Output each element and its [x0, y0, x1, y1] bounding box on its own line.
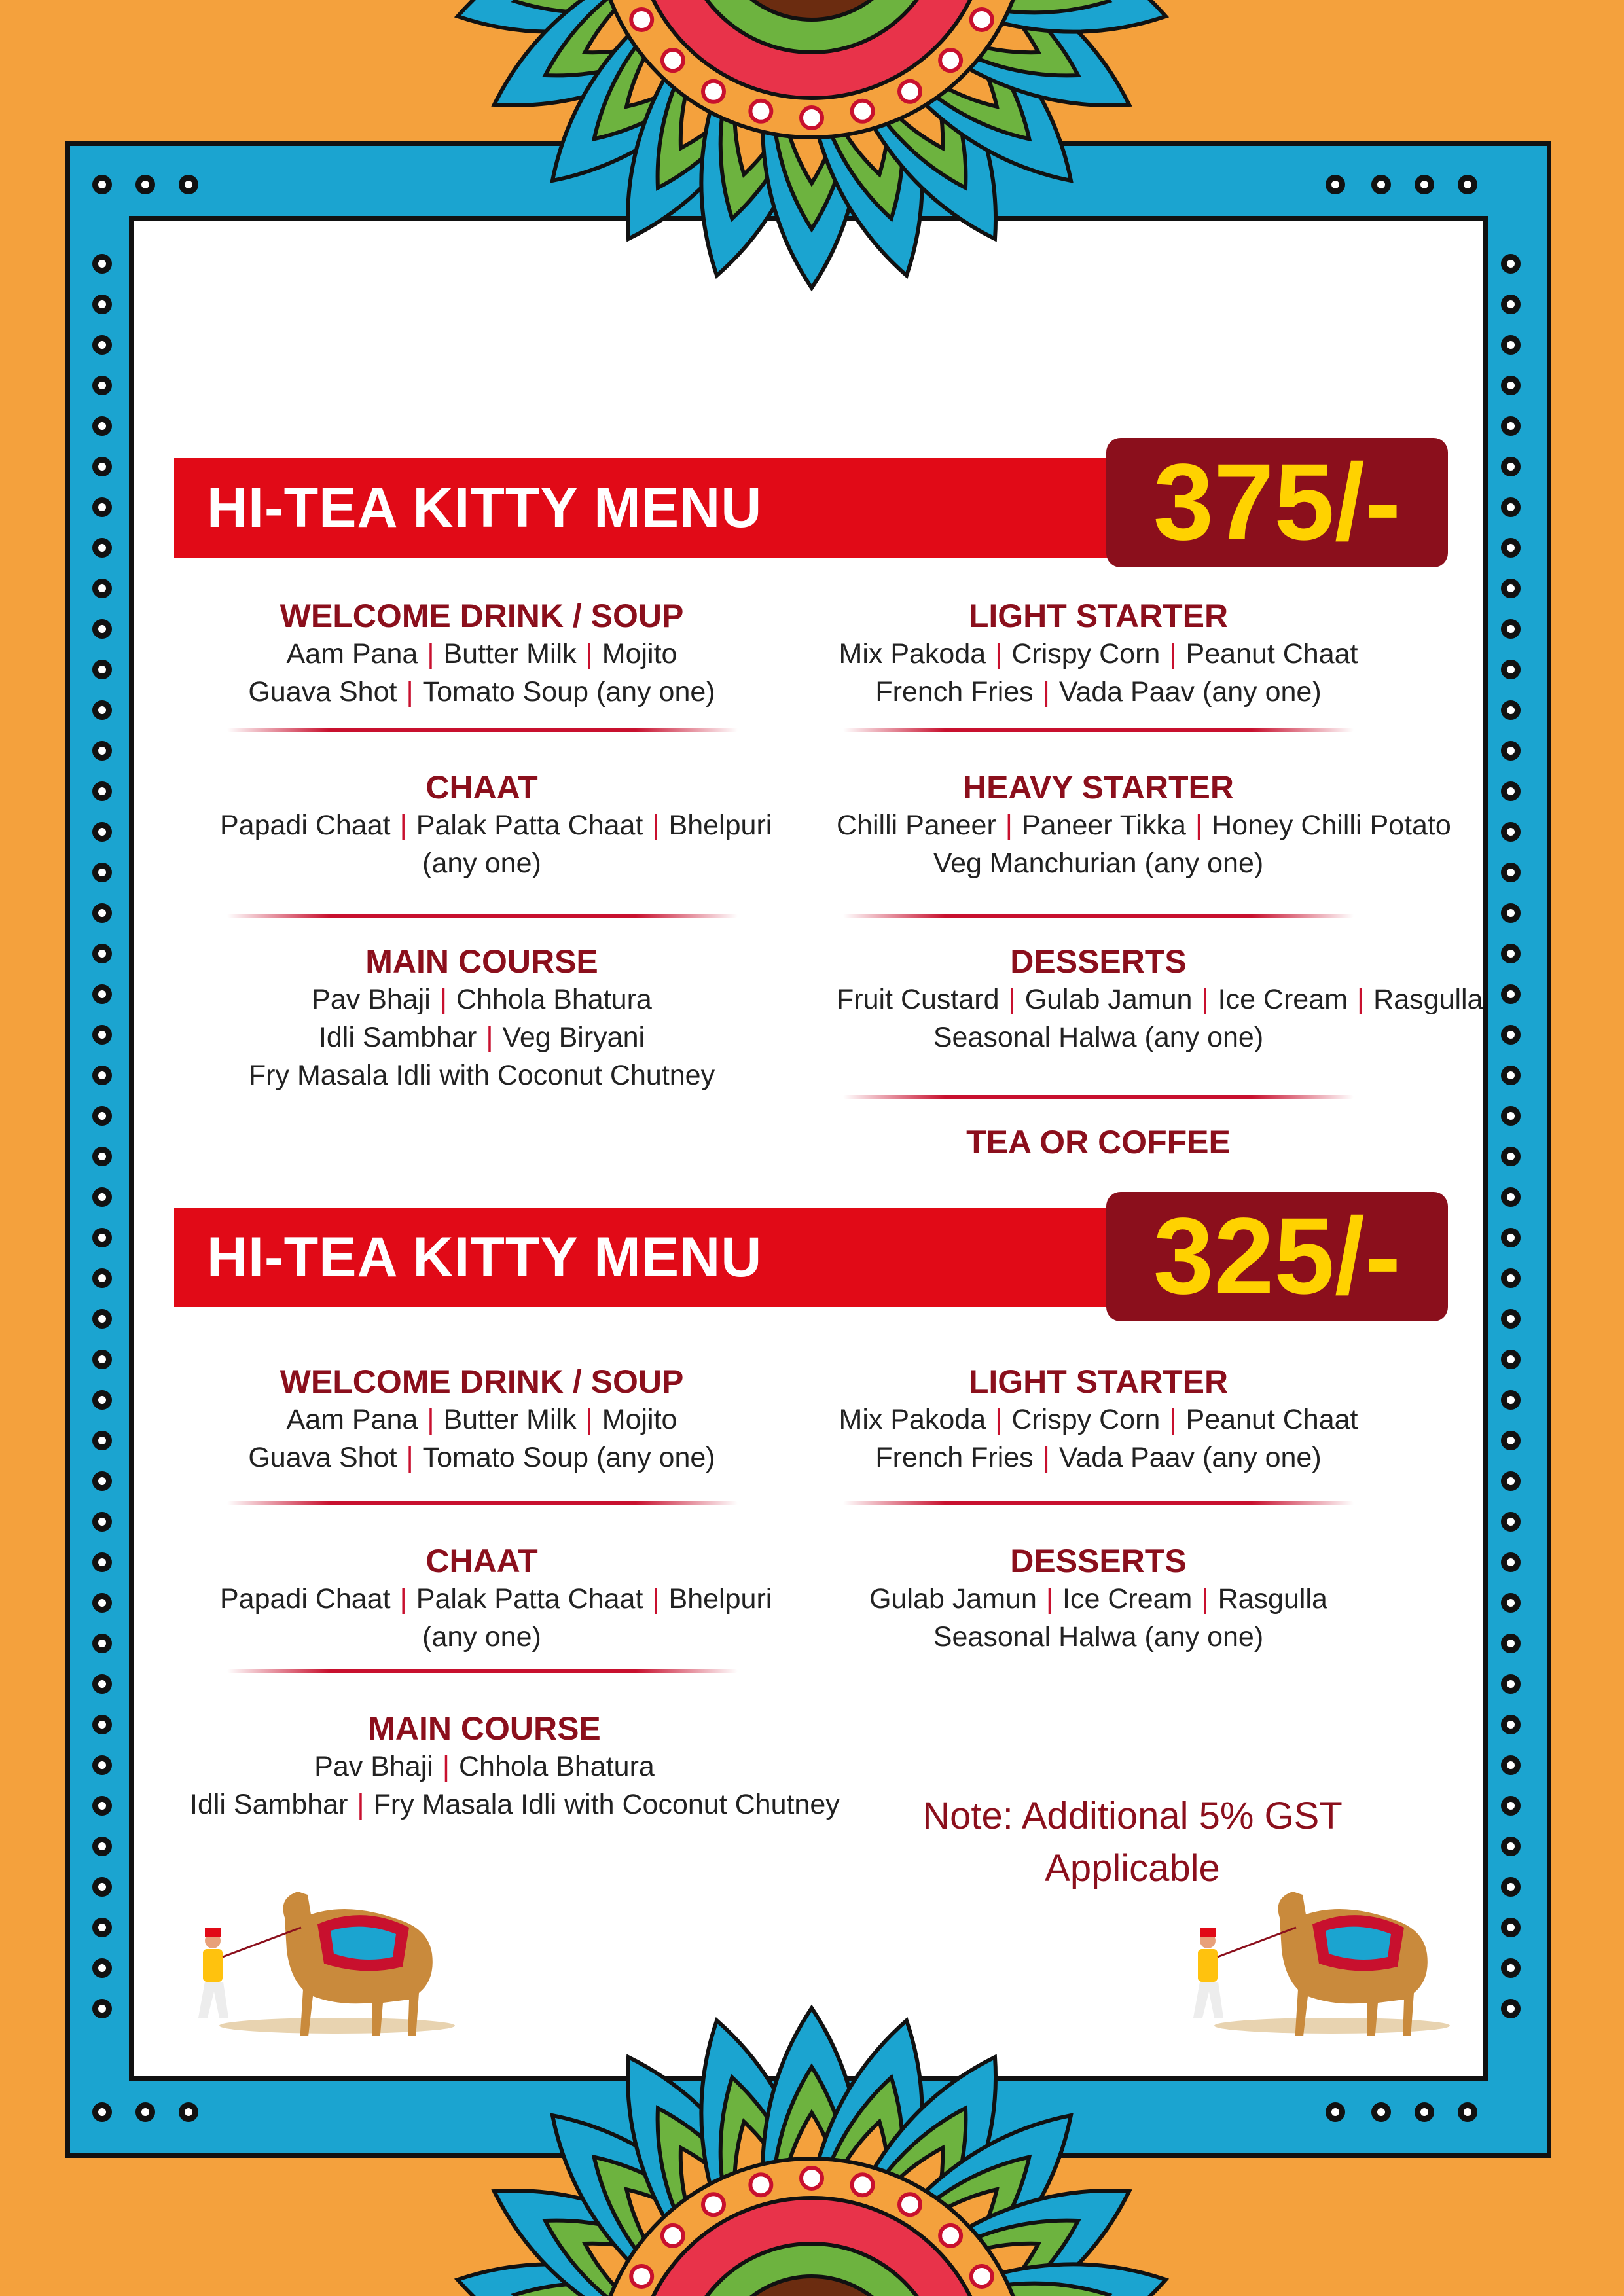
divider: [227, 1501, 738, 1505]
menu-item-line: [220, 635, 744, 673]
frame-dot: [92, 822, 112, 842]
menu-item: Gulab Jamun: [1024, 984, 1193, 1015]
menu-item-line: [837, 1439, 1360, 1477]
frame-dot: [1501, 781, 1521, 801]
separator: |: [1195, 810, 1203, 841]
frame-dot: [92, 1390, 112, 1410]
frame-dot: [92, 1066, 112, 1085]
menu-item: Tomato Soup (any one): [422, 1442, 715, 1473]
menu1-title: HI-TEA KITTY MENU: [207, 476, 763, 539]
menu-item: Ice Cream: [1218, 984, 1348, 1015]
gst-note: Note: Additional 5% GST Applicable: [922, 1795, 1343, 1890]
menu-item: Tomato Soup (any one): [422, 676, 715, 708]
divider: [843, 728, 1354, 732]
frame-dot: [1501, 1634, 1521, 1653]
frame-dot: [92, 1350, 112, 1369]
separator: |: [1045, 1583, 1054, 1615]
frame-dot: [1501, 1147, 1521, 1166]
section-heading: TEA OR COFFEE: [966, 1124, 1231, 1160]
menu-item: (any one): [422, 848, 541, 879]
frame-dot: [92, 1106, 112, 1126]
menu2-section: [837, 1363, 1360, 1477]
separator: |: [1005, 810, 1013, 841]
frame-dot: [92, 1552, 112, 1572]
menu-item-line: [190, 1785, 840, 1823]
frame-dot: [1501, 741, 1521, 761]
frame-dot: [1501, 1066, 1521, 1085]
frame-dot: [1501, 457, 1521, 476]
separator: |: [1008, 984, 1016, 1015]
menu-item-line: [190, 1748, 779, 1785]
frame-dot: [92, 579, 112, 598]
menu-item-line: [220, 1439, 744, 1477]
menu1-section: [220, 768, 772, 882]
frame-dot: [92, 1309, 112, 1329]
menu-item: Aam Pana: [286, 1404, 418, 1435]
menu-item-line: [220, 1580, 772, 1618]
frame-dot: [92, 1634, 112, 1653]
menu2-section: [220, 1542, 772, 1656]
frame-dot: [92, 1715, 112, 1734]
menu-item: Pav Bhaji: [312, 984, 431, 1015]
menu-item-line: [220, 1056, 744, 1094]
menu-item: Paneer Tikka: [1021, 810, 1186, 841]
frame-dot: [1501, 1674, 1521, 1694]
separator: |: [652, 1583, 660, 1615]
frame-dot: [1501, 538, 1521, 558]
section-heading: WELCOME DRINK / SOUP: [280, 1363, 684, 1400]
menu1-section: [220, 597, 744, 711]
menu-item: Mojito: [602, 638, 677, 670]
menu1-section: [837, 768, 1451, 882]
frame-dot: [1501, 619, 1521, 639]
frame-dot: [92, 1025, 112, 1045]
menu2-section: [837, 1542, 1360, 1656]
menu-item-line: [837, 1018, 1360, 1056]
menu-item: Guava Shot: [248, 676, 397, 708]
menu-item: Gulab Jamun: [869, 1583, 1037, 1615]
menu-item-line: [220, 980, 744, 1018]
menu2-price: 325/-: [1106, 1192, 1448, 1321]
separator: |: [585, 1404, 593, 1435]
separator: |: [1201, 1583, 1209, 1615]
frame-dot: [1501, 1187, 1521, 1207]
frame-dot: [92, 944, 112, 963]
separator: |: [995, 638, 1003, 670]
menu-item: Butter Milk: [443, 638, 577, 670]
frame-dot: [92, 1674, 112, 1694]
section-heading: DESSERTS: [1010, 943, 1187, 980]
separator: |: [439, 984, 447, 1015]
frame-dot: [1501, 1512, 1521, 1532]
menu-item-line: [220, 1618, 744, 1656]
menu2-section: [190, 1710, 840, 1823]
divider: [843, 1501, 1354, 1505]
frame-dot: [92, 497, 112, 517]
menu-item: Mojito: [602, 1404, 677, 1435]
menu-item: Papadi Chaat: [220, 810, 391, 841]
divider: [843, 1095, 1354, 1099]
frame-dot: [1501, 944, 1521, 963]
menu-item: Seasonal Halwa (any one): [933, 1022, 1264, 1053]
separator: |: [427, 1404, 435, 1435]
menu-item: Butter Milk: [443, 1404, 577, 1435]
menu-item: Idli Sambhar: [190, 1789, 348, 1820]
separator: |: [442, 1751, 450, 1782]
menu-item: Rasgulla: [1218, 1583, 1327, 1615]
separator: |: [995, 1404, 1003, 1435]
menu-item: Pav Bhaji: [314, 1751, 433, 1782]
separator: |: [1169, 1404, 1177, 1435]
menu-item-line: [837, 980, 1483, 1018]
separator: |: [427, 638, 435, 670]
frame-dot: [1501, 1309, 1521, 1329]
frame-dot: [92, 741, 112, 761]
separator: |: [652, 810, 660, 841]
menu-item: Fry Masala Idli with Coconut Chutney: [248, 1060, 715, 1091]
menu-item-line: [837, 635, 1360, 673]
frame-dot: [92, 1471, 112, 1491]
frame-dot: [1501, 822, 1521, 842]
menu1-section: [837, 942, 1483, 1056]
separator: |: [1356, 984, 1365, 1015]
frame-dot: [92, 903, 112, 923]
frame-dot: [92, 1755, 112, 1775]
menu-item: Chhola Bhatura: [456, 984, 652, 1015]
frame-dot: [1501, 1025, 1521, 1045]
frame-dot: [92, 781, 112, 801]
section-heading: CHAAT: [425, 1543, 538, 1579]
frame-dot: [92, 1187, 112, 1207]
frame-dot: [92, 660, 112, 679]
menu-item: Seasonal Halwa (any one): [933, 1621, 1264, 1653]
separator: |: [399, 1583, 407, 1615]
frame-dot: [92, 1593, 112, 1613]
menu-item-line: [837, 1401, 1360, 1439]
menu-item-line: [220, 806, 772, 844]
frame-dot: [92, 863, 112, 882]
frame-dot: [1501, 984, 1521, 1004]
separator: |: [406, 1442, 414, 1473]
menu-item-line: [837, 806, 1451, 844]
frame-dot: [1501, 903, 1521, 923]
separator: |: [357, 1789, 365, 1820]
divider: [227, 1669, 738, 1673]
frame-dot: [92, 457, 112, 476]
separator: |: [406, 676, 414, 708]
frame-dot: [1501, 1228, 1521, 1247]
menu-item: Honey Chilli Potato: [1212, 810, 1451, 841]
menu-item: Vada Paav (any one): [1058, 1442, 1322, 1473]
frame-dot: [92, 1147, 112, 1166]
menu-item-line: [837, 844, 1360, 882]
frame-dot: [92, 984, 112, 1004]
menu-item: Crispy Corn: [1011, 638, 1161, 670]
menu-item: Rasgulla: [1373, 984, 1483, 1015]
section-heading: MAIN COURSE: [368, 1710, 601, 1747]
frame-dot: [1501, 497, 1521, 517]
menu-item: (any one): [422, 1621, 541, 1653]
frame-dot: [1501, 863, 1521, 882]
frame-dot: [1501, 1552, 1521, 1572]
separator: |: [1042, 676, 1050, 708]
frame-dot: [1501, 1593, 1521, 1613]
frame-dot: [1501, 660, 1521, 679]
menu-item: French Fries: [875, 1442, 1034, 1473]
separator: |: [399, 810, 407, 841]
menu-item: Chhola Bhatura: [459, 1751, 655, 1782]
frame-dot: [1501, 1390, 1521, 1410]
camel-right-icon: [1182, 1878, 1456, 2036]
menu-item: Palak Patta Chaat: [416, 1583, 643, 1615]
menu-item: Mix Pakoda: [839, 1404, 986, 1435]
menu1-section: [837, 597, 1360, 711]
section-heading: CHAAT: [425, 769, 538, 806]
section-heading: HEAVY STARTER: [963, 769, 1234, 806]
frame-dot: [92, 1228, 112, 1247]
section-heading: MAIN COURSE: [365, 943, 598, 980]
section-heading: DESSERTS: [1010, 1543, 1187, 1579]
menu1-section: [837, 1123, 1360, 1161]
menu-item: Chilli Paneer: [837, 810, 996, 841]
frame-dot: [92, 1512, 112, 1532]
menu-item: Veg Biryani: [502, 1022, 645, 1053]
menu-item: Fruit Custard: [837, 984, 1000, 1015]
frame-dot: [1501, 1106, 1521, 1126]
frame-dot: [1501, 1715, 1521, 1734]
menu-item: Idli Sambhar: [318, 1022, 477, 1053]
menu-item-line: [220, 673, 744, 711]
frame-dot: [92, 1796, 112, 1816]
menu-item-line: [837, 673, 1360, 711]
frame-dot: [1501, 1471, 1521, 1491]
menu-item-line: [837, 1618, 1360, 1656]
menu1-price: 375/-: [1106, 438, 1448, 567]
menu1-section: [220, 942, 744, 1094]
section-heading: LIGHT STARTER: [968, 598, 1229, 634]
menu-item: Peanut Chaat: [1185, 638, 1358, 670]
menu-item: Crispy Corn: [1011, 1404, 1161, 1435]
menu-item: Peanut Chaat: [1185, 1404, 1358, 1435]
menu-item: Ice Cream: [1062, 1583, 1193, 1615]
separator: |: [1042, 1442, 1050, 1473]
frame-dot: [1501, 1796, 1521, 1816]
frame-dot: [1501, 579, 1521, 598]
frame-dot: [1501, 1268, 1521, 1288]
frame-dot: [92, 619, 112, 639]
frame-dot: [1501, 1431, 1521, 1450]
frame-dot: [1501, 1350, 1521, 1369]
frame-dot: [92, 700, 112, 720]
camel-left-icon: [187, 1878, 461, 2036]
frame-dot: [1501, 700, 1521, 720]
menu-item-line: [837, 1580, 1360, 1618]
menu-item: French Fries: [875, 676, 1034, 708]
divider: [843, 914, 1354, 918]
menu-item: Veg Manchurian (any one): [933, 848, 1264, 879]
separator: |: [585, 638, 593, 670]
menu-item-line: [220, 1401, 744, 1439]
frame-dot: [92, 1268, 112, 1288]
frame-dot: [92, 538, 112, 558]
menu2-title: HI-TEA KITTY MENU: [207, 1226, 763, 1289]
menu-item: Aam Pana: [286, 638, 418, 670]
separator: |: [1201, 984, 1209, 1015]
menu-item-line: [220, 1018, 744, 1056]
menu-item-line: [220, 844, 744, 882]
menu2-section: [220, 1363, 744, 1477]
divider: [227, 914, 738, 918]
mandala-top-icon: [0, 0, 1624, 458]
menu-item: Mix Pakoda: [839, 638, 986, 670]
separator: |: [486, 1022, 494, 1053]
menu-item: Fry Masala Idli with Coconut Chutney: [373, 1789, 840, 1820]
frame-dot: [1501, 1755, 1521, 1775]
menu-item: Vada Paav (any one): [1058, 676, 1322, 708]
menu-item: Palak Patta Chaat: [416, 810, 643, 841]
section-heading: LIGHT STARTER: [968, 1363, 1229, 1400]
separator: |: [1169, 638, 1177, 670]
section-heading: WELCOME DRINK / SOUP: [280, 598, 684, 634]
menu-item: Guava Shot: [248, 1442, 397, 1473]
menu-item: Bhelpuri: [668, 810, 772, 841]
menu-item: Papadi Chaat: [220, 1583, 391, 1615]
divider: [227, 728, 738, 732]
frame-dot: [92, 1431, 112, 1450]
menu-item: Bhelpuri: [668, 1583, 772, 1615]
